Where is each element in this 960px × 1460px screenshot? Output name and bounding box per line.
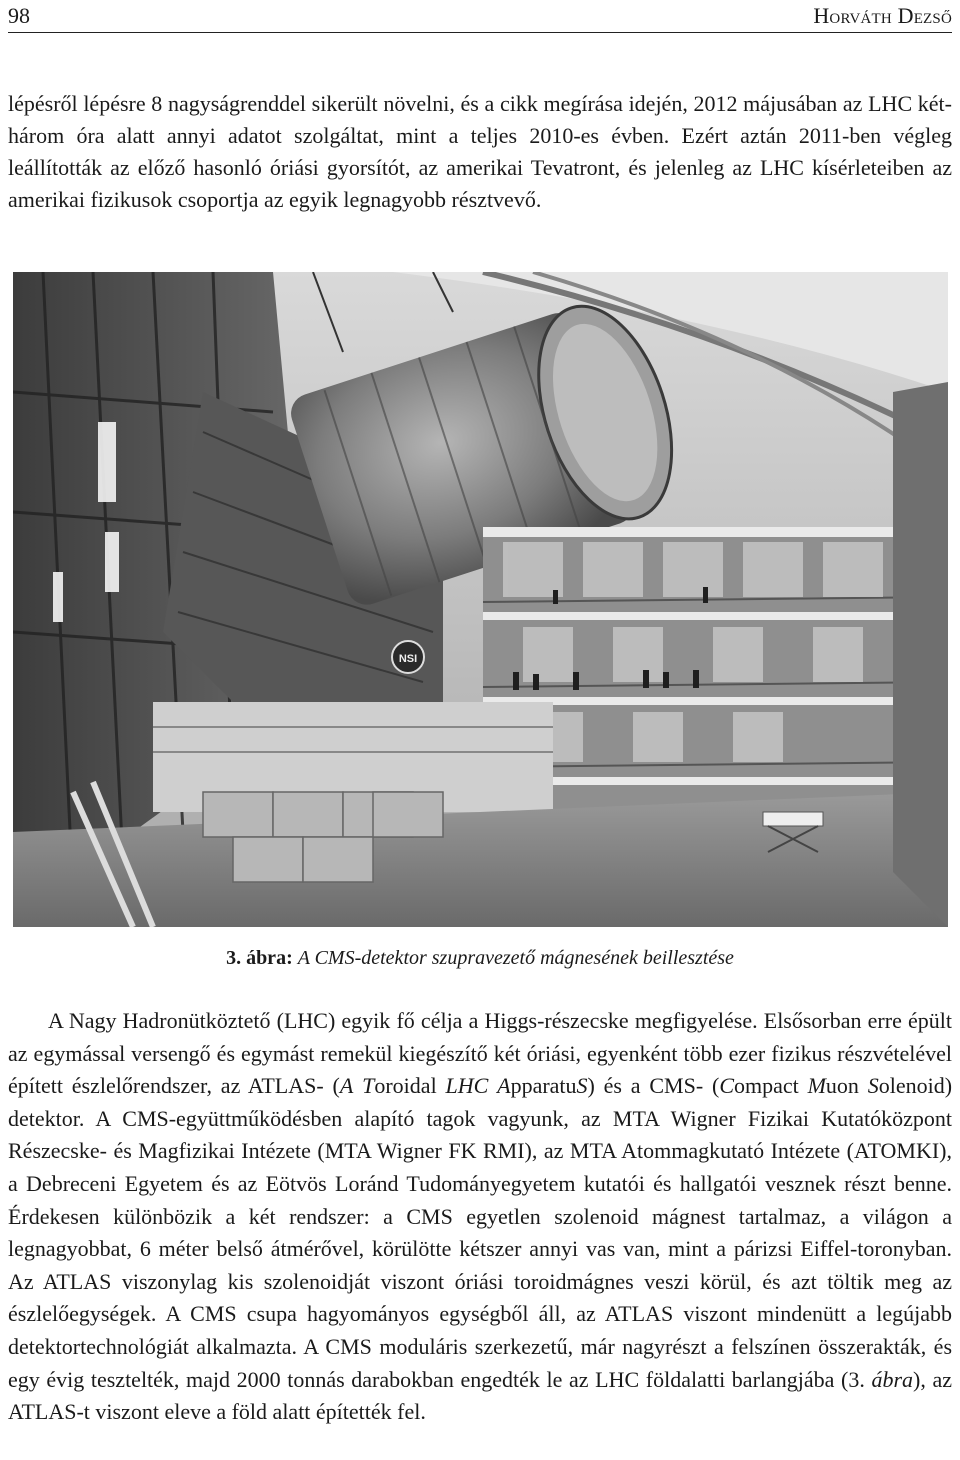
para2-text-2: ) és a CMS- ( — [587, 1073, 720, 1099]
page-number: 98 — [8, 3, 30, 28]
acronym-letter: C — [719, 1073, 734, 1099]
detector-badge-text: NSI — [398, 653, 418, 665]
acronym-letter: S — [576, 1073, 588, 1099]
cms-cavern-photo — [13, 272, 948, 927]
para2-text-4: ), az ATLAS-t viszont eleve a föld alatt építették fel. — [8, 1366, 952, 1425]
running-head-author: Horváth Dezső — [813, 3, 952, 28]
right-wall — [893, 382, 948, 927]
figure-caption-text: A CMS-detektor szupravezető mágnesének beillesztése — [297, 947, 734, 969]
para2-text-3: ) detektor. A CMS-együttműködésben alapító tagok vagyunk, az MTA Wigner Fizikai Kutatóközpont Részecske- és Magfizikai Intézete (MTA Wigner FK RMI), az MTA Atommagkutató Intézete (ATOMKI), a Debreceni Egyetem és az Eötvös Loránd Tudományegyetem kutatói és hallgatói vesznek részt benne. Érdekesen különbözik a két rendszer: a CMS egyetlen szolenoid mágnest tartalmaz, a világon a legnagyobbat, 6 méter belső átmérővel, körülötte kétszer annyi vas van, mint a párizsi Eiffel-toronyban. Az ATLAS viszonylag kis szolenoidját viszont óriási toroidmágnes veszi körül, és azt töltik meg az észlelőegységek. A CMS csupa hagyományos egységből áll, az ATLAS viszont mindenütt a legújabb detektortechnológiát alkalmazta. A CMS moduláris szerkezetű, már nagyrészt a felszínen összerakták, és egy évig tesztelték, majd 2000 tonnás darabokban engedték le az LHC földalatti barlangjába (3. — [8, 1073, 953, 1392]
figure-reference: ábra — [871, 1366, 914, 1392]
acronym-letter: A — [339, 1073, 354, 1099]
acronym-letter: T — [362, 1073, 375, 1099]
scissor-lift — [763, 812, 823, 826]
para2-text-1: A Nagy Hadronütköztető (LHC) egyik fő célja a Higgs-részecske megfigyelése. Elsősorban erre épült az egymással versengő és egymást remekül kiegészítő két óriási, egyenként több ezer fizikus részvételével épített észlelőrendszer, az ATLAS- ( — [8, 1008, 952, 1099]
acronym-letter: S — [867, 1073, 879, 1099]
figure-label: 3. ábra: — [226, 947, 293, 969]
acronym-letter: M — [807, 1073, 826, 1099]
acronym-letter: LHC — [445, 1073, 489, 1099]
figure-caption — [0, 945, 960, 971]
page-header — [8, 2, 952, 33]
figure-photo-cms-magnet — [13, 272, 948, 927]
acronym-letter: A — [497, 1073, 511, 1099]
paragraph-intro: lépésről lépésre 8 nagyságrenddel sikerült növelni, és a cikk megírása idején, 2012 májusában az LHC két-három óra alatt annyi adatot szolgáltat, mint a teljes 2010-es évben. Ezért aztán 2011-ben végleg leállították az előző hasonló óriási gyorsítót, az amerikai Tevatront, és jelenleg az LHC kísérleteiben az amerikai fizikusok csoportja az egyik legnagyobb résztvevő. — [8, 91, 952, 212]
paragraph-higgs: A Nagy Hadronütköztető (LHC) egyik fő célja a Higgs-részecske megfigyelése. Elsősorban erre épült az egymással versengő és egymást remekül kiegészítő két óriási, egyenként több ezer fizikus részvételével épített észlelőrendszer, az ATLAS- (A Toroidal LHC ApparatuS) és a CMS- (Compact Muon Solenoid) detektor. A CMS-együttműködésben alapító tagok vagyunk, az MTA Wigner Fizikai Kutatóközpont Részecske- és Magfizikai Intézete (MTA Wigner FK RMI), az MTA Atommagkutató Intézete (ATOMKI), a Debreceni Egyetem és az Eötvös Loránd Tudományegyetem kutatói és hallgatói vesznek részt benne. Érdekesen különbözik a két rendszer: a CMS egyetlen szolenoid mágnest tartalmaz, a világon a legnagyobbat, 6 méter belső átmérővel, körülötte kétszer annyi vas van, mint a párizsi Eiffel-toronyban. Az ATLAS viszonylag kis szolenoidját viszont óriási toroidmágnes veszi körül, és azt töltik meg az észlelőegységek. A CMS csupa hagyományos egységből áll, az ATLAS viszont mindenütt a legújabb detektortechnológiát alkalmazta. A CMS moduláris szerkezetű, már nagyrészt a felszínen összerakták, és egy évig tesztelték, majd 2000 tonnás darabokban engedték le az LHC földalatti barlangjába (3. ábra), az ATLAS-t viszont eleve a föld alatt építették fel. — [8, 1008, 953, 1425]
